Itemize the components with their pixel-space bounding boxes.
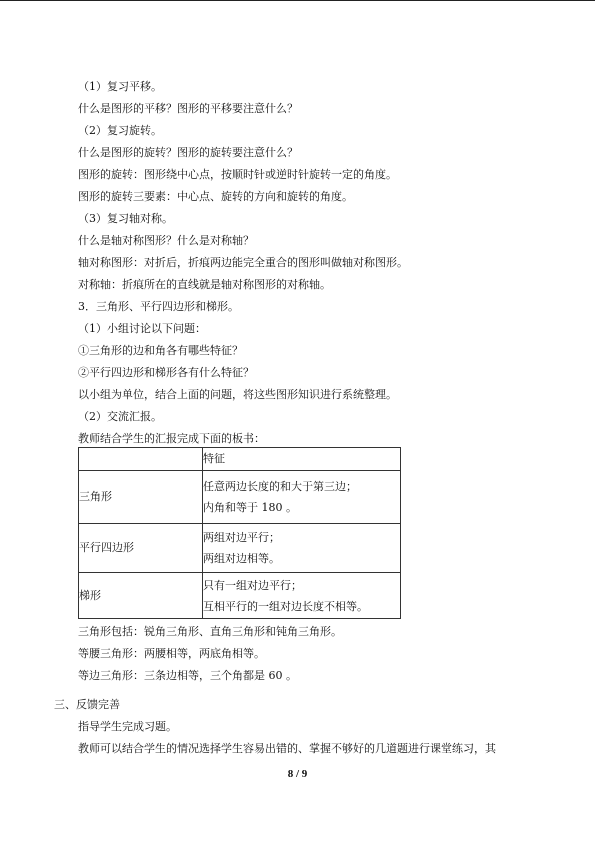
text-line: ②平行四边形和梯形各有什么特征？ — [78, 366, 254, 379]
table-header-cell — [79, 448, 203, 471]
table-header-cell: 特征 — [203, 448, 401, 471]
text-line: 轴对称图形：对折后，折痕两边能完全重合的图形叫做轴对称图形。 — [78, 256, 408, 269]
text-line: 3．三角形、平行四边形和梯形。 — [78, 300, 239, 313]
top-rule — [0, 0, 595, 1]
text-line: 教师可以结合学生的情况选择学生容易出错的、掌握不够好的几道题进行课堂练习，其 — [78, 742, 496, 755]
text-line: 图形的旋转三要素：中心点、旋转的方向和旋转的角度。 — [78, 190, 353, 203]
text-line: 等边三角形：三条边相等，三个角都是 60 。 — [78, 669, 297, 682]
feature-line: 只有一组对边平行； — [203, 578, 302, 592]
text-line: 什么是图形的旋转？图形的旋转要注意什么？ — [78, 146, 298, 159]
shape-name: 三角形 — [79, 471, 203, 524]
shape-features — [203, 524, 401, 573]
text-line: （1）复习平移。 — [78, 80, 162, 93]
table-header-row — [79, 448, 401, 471]
table-row — [79, 524, 401, 573]
table-row — [79, 573, 401, 619]
text-line: 等腰三角形：两腰相等，两底角相等。 — [78, 647, 265, 660]
text-line: ①三角形的边和角各有哪些特征？ — [78, 344, 243, 357]
page-number: 8 / 9 — [287, 768, 308, 780]
feature-line: 任意两边长度的和大于第三边； — [203, 480, 357, 493]
section-heading: 三、反馈完善 — [54, 698, 120, 711]
feature-line: 互相平行的一组对边长度不相等。 — [203, 599, 368, 613]
table-row — [79, 471, 401, 524]
text-line: （2）交流汇报。 — [78, 410, 162, 423]
text-line: 以小组为单位，结合上面的问题，将这些图形知识进行系统整理。 — [78, 388, 397, 401]
text-line: 图形的旋转：图形绕中心点，按顺时针或逆时针旋转一定的角度。 — [78, 168, 397, 181]
board-table — [78, 447, 401, 619]
feature-line: 两组对边相等。 — [203, 552, 280, 565]
shape-name: 平行四边形 — [79, 524, 203, 573]
feature-line: 两组对边平行； — [203, 531, 280, 544]
text-line: 教师结合学生的汇报完成下面的板书： — [78, 432, 265, 445]
shape-name: 梯形 — [79, 573, 203, 619]
text-line: （2）复习旋转。 — [78, 124, 162, 137]
text-line: 什么是图形的平移？图形的平移要注意什么？ — [78, 102, 298, 115]
feature-line: 内角和等于 180 。 — [203, 501, 297, 514]
text-line: （3）复习轴对称。 — [78, 212, 173, 225]
text-line: 对称轴：折痕所在的直线就是轴对称图形的对称轴。 — [78, 278, 331, 291]
text-line: 指导学生完成习题。 — [78, 720, 177, 733]
shape-features — [203, 471, 401, 524]
text-line: 三角形包括：锐角三角形、直角三角形和钝角三角形。 — [78, 625, 342, 638]
text-line: （1）小组讨论以下问题： — [78, 322, 206, 335]
shape-features — [203, 573, 401, 619]
text-line: 什么是轴对称图形？什么是对称轴？ — [78, 234, 254, 247]
